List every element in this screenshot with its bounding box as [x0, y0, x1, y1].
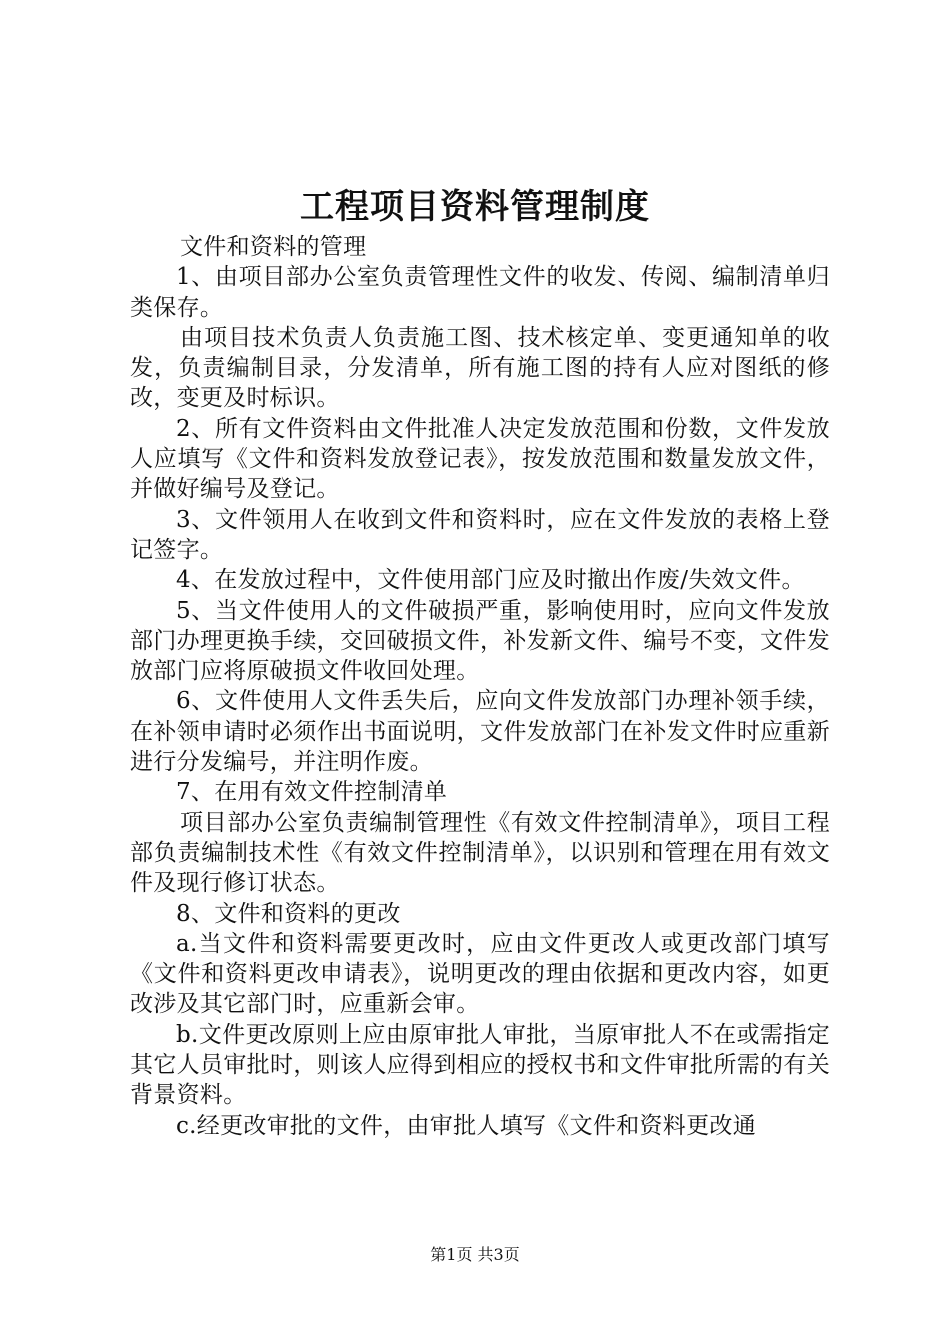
- document-title: 工程项目资料管理制度: [300, 187, 650, 227]
- paragraph-item-8: 8、文件和资料的更改: [176, 900, 401, 927]
- paragraph-section-heading: 文件和资料的管理: [180, 234, 367, 260]
- paragraph-item-6: 6、文件使用人文件丢失后，应向文件发放部门办理补领手续，在补领申请时必须作出书面说明，文件发放部门在补发文件时应重新进行分发编号，并注明作废。: [130, 688, 830, 776]
- paragraph-item-1: 1、由项目部办公室负责管理性文件的收发、传阅、编制清单归类保存。: [130, 264, 830, 321]
- paragraph-item-4: 4、在发放过程中，文件使用部门应及时撤出作废/失效文件。: [176, 567, 805, 594]
- paragraph-item-8c: c.经更改审批的文件，由审批人填写《文件和资料更改通: [176, 1112, 756, 1139]
- paragraph-item-8b: b.文件更改原则上应由原审批人审批，当原审批人不在或需指定其它人员审批时，则该人应得到相应的授权书和文件审批所需的有关背景资料。: [130, 1021, 830, 1109]
- paragraph-item-2: 2、所有文件资料由文件批准人决定发放范围和份数，文件发放人应填写《文件和资料发放登记表》，按发放范围和数量发放文件，并做好编号及登记。: [130, 415, 830, 503]
- paragraph-drawings: 由项目技术负责人负责施工图、技术核定单、变更通知单的收发，负责编制目录，分发清单，所有施工图的持有人应对图纸的修改，变更及时标识。: [130, 324, 830, 412]
- paragraph-item-5: 5、当文件使用人的文件破损严重，影响使用时，应向文件发放部门办理更换手续，交回破损文件，补发新文件、编号不变，文件发放部门应将原破损文件收回处理。: [130, 597, 830, 685]
- paragraph-item-7: 7、在用有效文件控制清单: [176, 779, 448, 806]
- page-number-footer: 第1页 共3页: [430, 1245, 520, 1264]
- paragraph-control-list: 项目部办公室负责编制管理性《有效文件控制清单》，项目工程部负责编制技术性《有效文件控制清单》，以识别和管理在用有效文件及现行修订状态。: [130, 809, 830, 897]
- paragraph-item-8a: a.当文件和资料需要更改时，应由文件更改人或更改部门填写《文件和资料更改申请表》，说明更改的理由依据和更改内容，如更改涉及其它部门时，应重新会审。: [130, 930, 830, 1018]
- paragraph-item-3: 3、文件领用人在收到文件和资料时，应在文件发放的表格上登记签字。: [130, 506, 830, 563]
- document-body: [130, 232, 830, 1141]
